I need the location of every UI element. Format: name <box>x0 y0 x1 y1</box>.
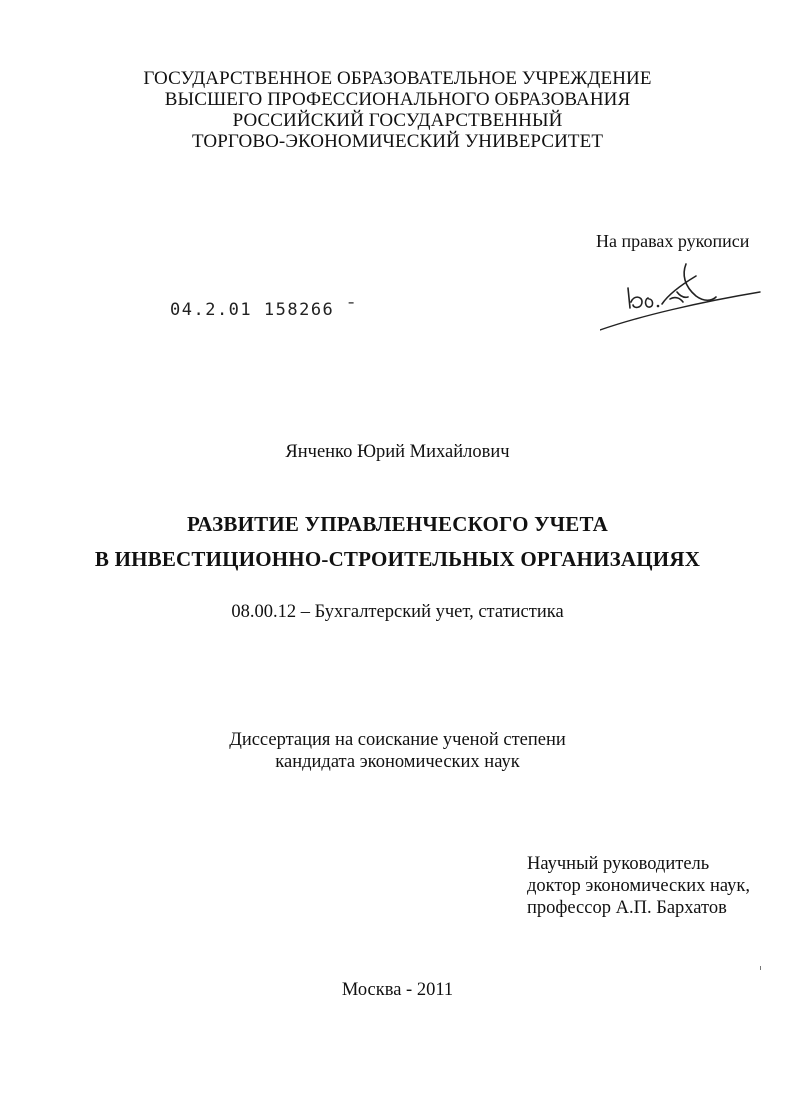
degree-line: Диссертация на соискание ученой степени <box>229 730 566 750</box>
institution-line: РОССИЙСКИЙ ГОСУДАРСТВЕННЫЙ <box>232 110 563 131</box>
advisor-line: Научный руководитель <box>527 854 710 874</box>
city-year: Москва - 2011 <box>341 980 454 1000</box>
institution-line: ВЫСШЕГО ПРОФЕССИОНАЛЬНОГО ОБРАЗОВАНИЯ <box>164 89 631 110</box>
institution-line: ТОРГОВО-ЭКОНОМИЧЕСКИЙ УНИВЕРСИТЕТ <box>191 131 604 152</box>
advisor-line: доктор экономических наук, <box>527 876 751 896</box>
dissertation-title <box>0 507 795 577</box>
institution-header <box>0 68 795 152</box>
scan-speck <box>760 966 761 970</box>
manuscript-rights-note: На правах рукописи <box>596 231 750 251</box>
degree-line: кандидата экономических наук <box>275 752 520 772</box>
advisor-line: профессор А.П. Бархатов <box>527 898 727 918</box>
scientific-advisor <box>527 853 750 919</box>
handwritten-signature <box>600 252 765 337</box>
institution-line: ГОСУДАРСТВЕННОЕ ОБРАЗОВАТЕЛЬНОЕ УЧРЕЖДЕНИЕ <box>143 68 652 89</box>
title-line: РАЗВИТИЕ УПРАВЛЕНЧЕСКОГО УЧЕТА <box>186 512 609 536</box>
author-name: Янченко Юрий Михайлович <box>285 442 510 462</box>
specialty-code: 08.00.12 – Бухгалтерский учет, статистика <box>231 602 564 622</box>
registration-code: 04.2.01 158266 ¯ <box>170 300 358 320</box>
title-line: В ИНВЕСТИЦИОННО-СТРОИТЕЛЬНЫХ ОРГАНИЗАЦИЯХ <box>94 547 701 571</box>
degree-statement <box>0 729 795 773</box>
